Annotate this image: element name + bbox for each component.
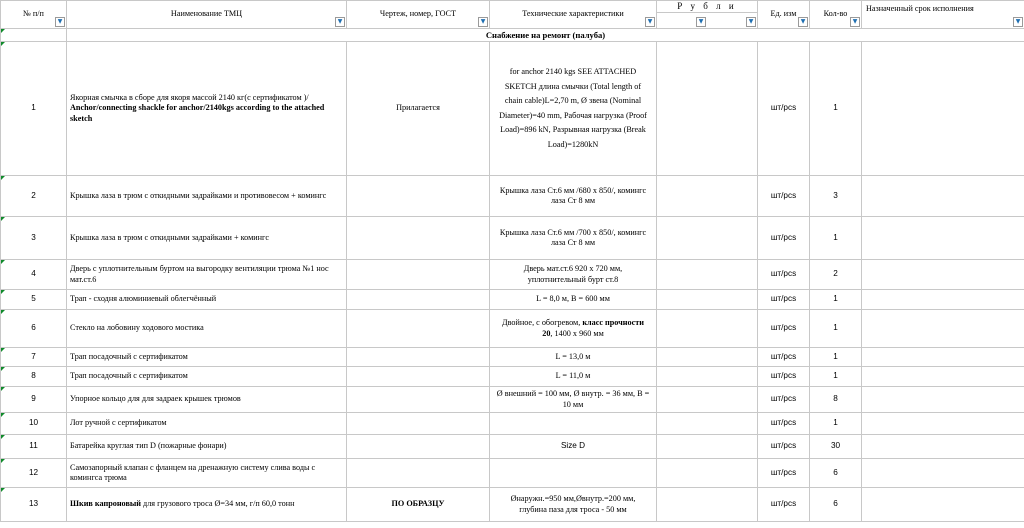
cell-marker-icon — [1, 29, 5, 33]
row-deadline — [862, 42, 1024, 176]
header-deadline-label: Назначенный срок исполнения — [866, 4, 974, 13]
table-row — [1, 488, 1024, 522]
section-row — [1, 29, 1024, 42]
table-row — [1, 176, 1024, 217]
row-name-text: Якорная смычка в сборе для якоря массой 2140 кг(с сертификатом )/ — [70, 92, 309, 102]
table-row — [1, 435, 1024, 459]
row-num: 10 — [1, 413, 67, 435]
row-deadline — [862, 290, 1024, 310]
row-qty: 1 — [810, 348, 862, 367]
row-specs: Дверь мат.ст.6 920 х 720 мм, уплотнительный бурт ст.8 — [490, 260, 657, 290]
table-row — [1, 459, 1024, 488]
row-deadline — [862, 387, 1024, 413]
row-unit: шт/pcs — [758, 413, 810, 435]
row-unit: шт/pcs — [758, 310, 810, 348]
row-drawing — [347, 435, 490, 459]
header-name-label: Наименование ТМЦ — [170, 9, 243, 19]
row-specs: Size D — [490, 435, 657, 459]
row-name: Стекло на лобовину ходового мостика — [67, 310, 347, 348]
row-name — [67, 488, 347, 522]
row-rubles — [657, 260, 758, 290]
row-specs — [490, 310, 657, 348]
filter-dropdown-icon[interactable]: ▼ — [696, 17, 706, 27]
row-num: 3 — [1, 217, 67, 260]
cell-marker-icon — [1, 217, 5, 221]
row-name: Упорное кольцо для для задраек крышек трюмов — [67, 387, 347, 413]
row-name: Крышка лаза в трюм с откидными задрайками и противовесом + комингс — [67, 176, 347, 217]
row-qty: 6 — [810, 488, 862, 522]
header-qty-label: Кол-во — [823, 9, 848, 19]
cell-marker-icon — [1, 348, 5, 352]
row-qty: 1 — [810, 367, 862, 387]
row-drawing — [347, 387, 490, 413]
cell-marker-icon — [1, 176, 5, 180]
section-num-cell — [1, 29, 67, 42]
header-rubles — [657, 1, 758, 29]
row-name: Крышка лаза в трюм с откидными задрайками + комингс — [67, 217, 347, 260]
row-rubles — [657, 348, 758, 367]
row-deadline — [862, 310, 1024, 348]
row-specs: Крышка лаза Ст.6 мм /680 х 850/, комингс лаза Ст 8 мм — [490, 176, 657, 217]
row-name: Батарейка круглая тип D (пожарные фонари) — [67, 435, 347, 459]
row-name: Трап - сходня алюминиевый облегчённый — [67, 290, 347, 310]
cell-marker-icon — [1, 260, 5, 264]
header-rubles-label: Р у б л и — [657, 1, 757, 13]
row-drawing — [347, 260, 490, 290]
row-unit: шт/pcs — [758, 387, 810, 413]
table-row — [1, 290, 1024, 310]
row-drawing: ПО ОБРАЗЦУ — [347, 488, 490, 522]
table-row — [1, 260, 1024, 290]
section-title: Снабжение на ремонт (палуба) — [67, 29, 1024, 42]
row-qty: 2 — [810, 260, 862, 290]
row-specs: L = 8,0 м, B = 600 мм — [490, 290, 657, 310]
row-unit: шт/pcs — [758, 488, 810, 522]
row-specs: L = 13,0 м — [490, 348, 657, 367]
row-name: Лот ручной с сертификатом — [67, 413, 347, 435]
row-deadline — [862, 413, 1024, 435]
row-num: 8 — [1, 367, 67, 387]
row-drawing — [347, 459, 490, 488]
cell-marker-icon — [1, 42, 5, 46]
row-drawing — [347, 367, 490, 387]
row-qty: 1 — [810, 310, 862, 348]
row-deadline — [862, 459, 1024, 488]
row-qty: 3 — [810, 176, 862, 217]
row-num: 7 — [1, 348, 67, 367]
header-num — [1, 1, 67, 29]
row-deadline — [862, 217, 1024, 260]
row-deadline — [862, 367, 1024, 387]
header-unit-label: Ед. изм — [770, 9, 797, 19]
row-unit: шт/pcs — [758, 348, 810, 367]
header-row — [1, 1, 1024, 29]
row-rubles — [657, 413, 758, 435]
row-num: 6 — [1, 310, 67, 348]
header-drawing — [347, 1, 490, 29]
row-specs: L = 11,0 м — [490, 367, 657, 387]
row-unit: шт/pcs — [758, 42, 810, 176]
filter-dropdown-icon[interactable]: ▼ — [746, 17, 756, 27]
header-specs-label: Технические характеристики — [522, 9, 624, 19]
header-qty — [810, 1, 862, 29]
cell-marker-icon — [1, 387, 5, 391]
row-rubles — [657, 435, 758, 459]
cell-marker-icon — [1, 435, 5, 439]
row-deadline — [862, 435, 1024, 459]
row-num: 9 — [1, 387, 67, 413]
row-rubles — [657, 488, 758, 522]
row-qty: 6 — [810, 459, 862, 488]
row-num: 2 — [1, 176, 67, 217]
row-drawing — [347, 348, 490, 367]
row-name-text: для грузового троса Ø=34 мм, г/п 60,0 тонн — [140, 499, 295, 509]
row-deadline — [862, 260, 1024, 290]
row-num: 11 — [1, 435, 67, 459]
row-qty: 1 — [810, 42, 862, 176]
table-row — [1, 367, 1024, 387]
row-drawing — [347, 290, 490, 310]
filter-dropdown-icon[interactable]: ▼ — [645, 17, 655, 27]
row-rubles — [657, 387, 758, 413]
header-deadline — [862, 1, 1024, 29]
row-name: Трап посадочный с сертификатом — [67, 348, 347, 367]
row-specs: Øнаружн.=950 мм,Øвнутр.=200 мм, глубина паза для троса - 50 мм — [490, 488, 657, 522]
filter-dropdown-icon[interactable]: ▼ — [478, 17, 488, 27]
cell-marker-icon — [1, 459, 5, 463]
filter-dropdown-icon[interactable]: ▼ — [55, 17, 65, 27]
row-qty: 1 — [810, 290, 862, 310]
row-drawing — [347, 217, 490, 260]
row-name: Дверь с уплотнительным буртом на выгородку вентиляции трюма №1 нос мат.ст.6 — [67, 260, 347, 290]
row-unit: шт/pcs — [758, 260, 810, 290]
row-rubles — [657, 367, 758, 387]
row-num: 4 — [1, 260, 67, 290]
row-specs: Крышка лаза Ст.6 мм /700 х 850/, комингс лаза Ст 8 мм — [490, 217, 657, 260]
row-qty: 1 — [810, 217, 862, 260]
row-drawing — [347, 413, 490, 435]
header-num-label: № п/п — [23, 9, 44, 19]
row-rubles — [657, 459, 758, 488]
row-drawing: Прилагается — [347, 42, 490, 176]
header-specs — [490, 1, 657, 29]
header-name — [67, 1, 347, 29]
filter-dropdown-icon[interactable]: ▼ — [850, 17, 860, 27]
row-name: Самозапорный клапан с фланцем на дренажную систему слива воды с комингса трюма — [67, 459, 347, 488]
row-deadline — [862, 348, 1024, 367]
row-deadline — [862, 176, 1024, 217]
row-num: 13 — [1, 488, 67, 522]
row-num: 5 — [1, 290, 67, 310]
row-unit: шт/pcs — [758, 367, 810, 387]
filter-dropdown-icon[interactable]: ▼ — [1013, 17, 1023, 27]
row-specs — [490, 459, 657, 488]
row-specs: Ø внешний = 100 мм, Ø внутр. = 36 мм, В = 10 мм — [490, 387, 657, 413]
row-rubles — [657, 217, 758, 260]
filter-dropdown-icon[interactable]: ▼ — [798, 17, 808, 27]
row-deadline — [862, 488, 1024, 522]
table-row — [1, 387, 1024, 413]
row-num: 12 — [1, 459, 67, 488]
row-specs-text: Двойное, с обогревом, — [501, 318, 583, 327]
row-name-bold: Anchor/connecting shackle for anchor/2140kgs according to the attached sketch — [70, 103, 325, 123]
table-row — [1, 348, 1024, 367]
row-num: 1 — [1, 42, 67, 176]
row-specs — [490, 413, 657, 435]
row-unit: шт/pcs — [758, 290, 810, 310]
row-qty: 8 — [810, 387, 862, 413]
cell-marker-icon — [1, 367, 5, 371]
table-row — [1, 310, 1024, 348]
filter-dropdown-icon[interactable]: ▼ — [335, 17, 345, 27]
row-drawing — [347, 176, 490, 217]
table-row — [1, 42, 1024, 176]
row-unit: шт/pcs — [758, 459, 810, 488]
header-unit — [758, 1, 810, 29]
row-unit: шт/pcs — [758, 176, 810, 217]
row-rubles — [657, 176, 758, 217]
row-rubles — [657, 310, 758, 348]
header-drawing-label: Чертеж, номер, ГОСТ — [379, 9, 457, 19]
table-row — [1, 413, 1024, 435]
cell-marker-icon — [1, 413, 5, 417]
row-unit: шт/pcs — [758, 217, 810, 260]
row-rubles — [657, 290, 758, 310]
row-qty: 30 — [810, 435, 862, 459]
row-rubles — [657, 42, 758, 176]
row-specs: for anchor 2140 kgs SEE ATTACHED SKETCH длина смычки (Total length of chain cable)L=2,70 m, Ø звена (Nominal Diameter)=40 mm, Рабочая нагрузка (Proof Load)=896 kN, Разрывная нагрузка (Break Load)=1280kN — [490, 42, 657, 176]
cell-marker-icon — [1, 290, 5, 294]
cell-marker-icon — [1, 488, 5, 492]
table-row — [1, 217, 1024, 260]
row-unit: шт/pcs — [758, 435, 810, 459]
row-specs-bold: класс прочности 20 — [542, 318, 644, 338]
row-qty: 1 — [810, 413, 862, 435]
row-name — [67, 42, 347, 176]
row-name: Трап посадочный с сертификатом — [67, 367, 347, 387]
row-drawing — [347, 310, 490, 348]
row-specs-tail: , 1400 х 960 мм — [550, 328, 604, 338]
row-name-bold: Шкив капроновый — [70, 499, 141, 509]
cell-marker-icon — [1, 310, 5, 314]
